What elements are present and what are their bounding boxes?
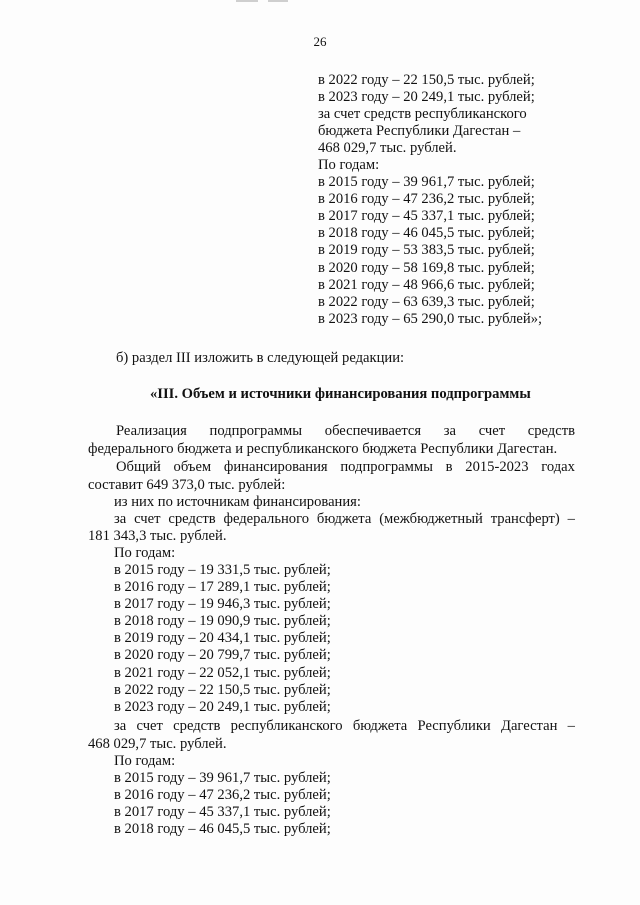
word: – xyxy=(567,718,575,734)
list-item: в 2018 году – 46 045,5 тыс. рублей; xyxy=(114,821,331,838)
word: 2015-2023 xyxy=(465,459,529,475)
word: за xyxy=(114,511,127,527)
section-heading: «III. Объем и источники финансирования подпрограммы xyxy=(150,386,531,402)
text-line: в 2020 году – 58 169,8 тыс. рублей; xyxy=(318,259,535,276)
federal-line1 xyxy=(114,511,575,528)
para2-line2: составит 649 373,0 тыс. рублей: xyxy=(88,477,286,493)
word: бюджета xyxy=(316,511,372,527)
list-item: в 2015 году – 19 331,5 тыс. рублей; xyxy=(114,562,331,578)
sources-intro: из них по источникам финансирования: xyxy=(114,494,361,510)
scan-artifact xyxy=(236,0,258,2)
list-item: в 2016 году – 47 236,2 тыс. рублей; xyxy=(114,787,331,804)
text-line: в 2023 году – 20 249,1 тыс. рублей; xyxy=(318,89,535,106)
word: подпрограммы xyxy=(209,423,303,439)
text-line: в 2021 году – 48 966,6 тыс. рублей; xyxy=(318,276,535,293)
list-item: в 2017 году – 45 337,1 тыс. рублей; xyxy=(114,804,331,821)
list-item: в 2021 году – 22 052,1 тыс. рублей; xyxy=(114,664,331,681)
scan-artifact xyxy=(268,0,288,2)
text-line: в 2016 году – 47 236,2 тыс. рублей; xyxy=(318,191,535,208)
list-item: в 2015 году – 39 961,7 тыс. рублей; xyxy=(114,770,331,786)
word: бюджета xyxy=(352,718,408,734)
republic-line1 xyxy=(114,718,575,735)
word: Общий xyxy=(116,459,161,475)
republic-line2: 468 029,7 тыс. рублей. xyxy=(88,736,227,752)
text-line: бюджета Республики Дагестан – xyxy=(318,123,521,140)
text-line: в 2018 году – 46 045,5 тыс. рублей; xyxy=(318,225,535,242)
federal-by-year-label: По годам: xyxy=(114,545,176,561)
word: счет xyxy=(134,511,161,527)
text-line: в 2019 году – 53 383,5 тыс. рублей; xyxy=(318,242,535,259)
text-line: за счет средств республиканского xyxy=(318,106,527,123)
word: в xyxy=(445,459,453,475)
word: счет xyxy=(478,423,506,439)
page-number: 26 xyxy=(313,34,327,49)
word: Дагестан xyxy=(501,718,558,734)
text-line: 468 029,7 тыс. рублей. xyxy=(318,140,457,157)
list-item: в 2020 году – 20 799,7 тыс. рублей; xyxy=(114,647,331,664)
top-continuation-block xyxy=(318,72,542,328)
text-line: в 2015 году – 39 961,7 тыс. рублей; xyxy=(318,174,535,191)
word: трансферт) xyxy=(490,511,560,527)
word: счет xyxy=(136,718,163,734)
list-item: в 2019 году – 20 434,1 тыс. рублей; xyxy=(114,630,331,647)
federal-years-list xyxy=(114,562,331,716)
word: за xyxy=(114,718,127,734)
list-item: в 2017 году – 19 946,3 тыс. рублей; xyxy=(114,596,331,613)
list-item: в 2018 году – 19 090,9 тыс. рублей; xyxy=(114,613,331,630)
word: за xyxy=(443,423,457,439)
para2-line1 xyxy=(116,459,575,476)
word: годах xyxy=(541,459,575,475)
word: Реализация xyxy=(116,423,187,439)
word: финансирования xyxy=(223,459,328,475)
text-line: По годам: xyxy=(318,157,380,174)
list-item: в 2023 году – 20 249,1 тыс. рублей; xyxy=(114,698,331,715)
word: федерального xyxy=(223,511,310,527)
text-line: в 2022 году – 63 639,3 тыс. рублей; xyxy=(318,293,535,310)
word: обеспечивается xyxy=(324,423,422,439)
word: объем xyxy=(173,459,212,475)
amendment-instruction: б) раздел III изложить в следующей редакции: xyxy=(116,350,405,366)
republic-years-list xyxy=(114,770,331,838)
word: республиканского xyxy=(230,718,343,734)
para1-line2: федерального бюджета и республиканского бюджета Республики Дагестан. xyxy=(88,441,558,457)
word: средств xyxy=(527,423,575,439)
word: средств xyxy=(173,718,221,734)
federal-line2: 181 343,3 тыс. рублей. xyxy=(88,528,227,544)
word: средств xyxy=(168,511,216,527)
para1-line1 xyxy=(116,423,575,440)
word: (межбюджетный xyxy=(379,511,483,527)
word: – xyxy=(567,511,575,527)
republic-by-year-label: По годам: xyxy=(114,753,176,769)
list-item: в 2022 году – 22 150,5 тыс. рублей; xyxy=(114,681,331,698)
word: подпрограммы xyxy=(340,459,433,475)
word: Республики xyxy=(417,718,491,734)
text-line: в 2022 году – 22 150,5 тыс. рублей; xyxy=(318,72,535,88)
list-item: в 2016 году – 17 289,1 тыс. рублей; xyxy=(114,579,331,596)
text-line: в 2023 году – 65 290,0 тыс. рублей»; xyxy=(318,310,543,327)
text-line: в 2017 году – 45 337,1 тыс. рублей; xyxy=(318,208,535,225)
